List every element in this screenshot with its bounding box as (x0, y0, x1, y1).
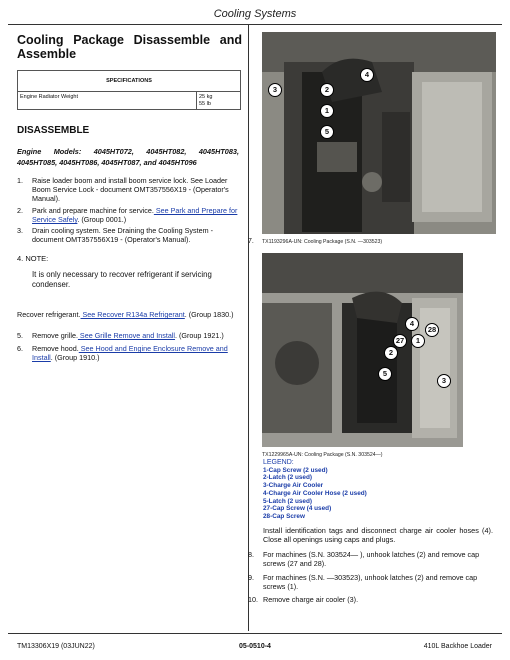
callout-2: 2 (320, 83, 334, 97)
legend (263, 459, 493, 521)
callout-5: 5 (320, 125, 334, 139)
photo-2-illustration (262, 253, 463, 447)
photo-1-illustration (262, 32, 496, 234)
legend-item: 27-Cap Screw (4 used) (263, 505, 332, 513)
step-text: Remove hood. (32, 344, 79, 353)
callout-5: 5 (378, 367, 392, 381)
step-number: 9. (248, 573, 254, 582)
step-text: Raise loader boom and install boom service lock. See Loader Boom Service Lock - document OMT357556X19 - (Operator's Manual). (32, 176, 229, 203)
step-number: 10. (248, 595, 258, 604)
legend-item: 1-Cap Screw (2 used) (263, 466, 328, 474)
step-text: Remove charge air cooler (3). (263, 595, 359, 604)
step-text: Recover refrigerant. (17, 310, 81, 319)
footer-doc-id: TM13306X19 (03JUN22) (17, 643, 95, 650)
figure-2-caption: TX1229965A-UN: Cooling Package (S.N. 303524—) (262, 452, 383, 458)
legend-item: 5-Latch (2 used) (263, 497, 313, 505)
disassemble-heading: DISASSEMBLE (17, 125, 90, 136)
step-text: Remove grille. (32, 331, 78, 340)
footer-model: 410L Backhoe Loader (423, 643, 492, 650)
figure-1-caption: TX1193296A-UN: Cooling Package (S.N. —303523) (262, 239, 383, 245)
specifications-heading: SPECIFICATIONS (18, 71, 240, 92)
callout-3: 3 (437, 374, 451, 388)
table-row (18, 92, 240, 109)
legend-item: 3-Charge Air Cooler (263, 482, 324, 490)
callout-3: 3 (268, 83, 282, 97)
step-number: 1. (17, 176, 23, 185)
engine-models: Engine Models: 4045HT072, 4045HT082, 4045HT083, 4045HT085, 4045HT086, 4045HT087, and 4045HT096 (17, 147, 239, 167)
step-text: For machines (S.N. 303524— ), unhook latches (2) and remove cap screws (27 and 28). (263, 550, 480, 568)
callout-27: 27 (393, 334, 407, 348)
step-text: Park and prepare machine for service. (32, 206, 154, 215)
step-5 (17, 331, 239, 340)
callout-1: 1 (320, 104, 334, 118)
figure-number: 7. (248, 238, 254, 245)
park-prepare-link[interactable]: See Park and Prepare for Service Safely (32, 206, 238, 224)
step-text: For machines (S.N. —303523), unhook latches (2) and remove cap screws (1). (263, 573, 478, 591)
step-9 (248, 573, 493, 591)
legend-item: 28-Cap Screw (263, 512, 305, 520)
step-10 (248, 595, 493, 604)
callout-1: 1 (411, 334, 425, 348)
spec-value-metric: 25 kg (199, 94, 213, 100)
page-title: Cooling Package Disassemble and Assemble (17, 33, 242, 61)
note-text: It is only necessary to recover refrigerant if servicing condenser. (32, 270, 212, 289)
recover-refrigerant (17, 310, 239, 319)
legend-title: LEGEND: (263, 459, 294, 466)
legend-item: 4-Charge Air Cooler Hose (2 used) (263, 489, 367, 497)
step-2 (17, 206, 239, 224)
specifications-table (17, 70, 241, 110)
step-number: 2. (17, 206, 23, 215)
step-number: 5. (17, 331, 23, 340)
footer-rule (8, 633, 502, 634)
step-number: 8. (248, 550, 254, 559)
step-number: 6. (17, 344, 23, 353)
callout-28: 28 (425, 323, 439, 337)
spec-values (197, 92, 214, 109)
step-suffix: . (Group 1910.) (50, 353, 100, 362)
legend-item: 2-Latch (2 used) (263, 474, 313, 482)
column-divider (248, 24, 249, 631)
step-suffix: . (Group 1921.) (175, 331, 224, 340)
step-number: 3. (17, 226, 23, 235)
step-1 (17, 176, 239, 203)
grille-link[interactable]: See Grille Remove and Install (77, 331, 176, 340)
footer-page-number: 05-0510-4 (239, 643, 271, 650)
step-6 (17, 344, 239, 362)
step-suffix: . (Group 1830.) (184, 310, 234, 319)
callout-2: 2 (384, 346, 398, 360)
spec-name: Engine Radiator Weight (18, 92, 197, 109)
header-rule (8, 24, 502, 25)
step-8 (248, 550, 493, 568)
spec-value-imperial: 55 lb (199, 101, 211, 107)
cooling-package-photo-1 (262, 32, 496, 234)
section-header: Cooling Systems (213, 8, 297, 20)
step-text: Drain cooling system. See Draining the Cooling System - document OMT357556X19 - (Operator's Manual). (32, 226, 213, 244)
install-instructions: Install identification tags and disconnect charge air cooler hoses (4). Close all openings using caps and plugs. (263, 526, 493, 545)
callout-4: 4 (405, 317, 419, 331)
recover-refrigerant-link[interactable]: See Recover R134a Refrigerant (80, 310, 185, 319)
callout-4: 4 (360, 68, 374, 82)
step-suffix: . (Group 0001.) (77, 215, 127, 224)
note-label: 4. NOTE: (17, 254, 49, 263)
cooling-package-photo-2 (262, 253, 463, 447)
hood-link[interactable]: See Hood and Engine Enclosure Remove and Install (32, 344, 228, 362)
step-3 (17, 226, 239, 244)
